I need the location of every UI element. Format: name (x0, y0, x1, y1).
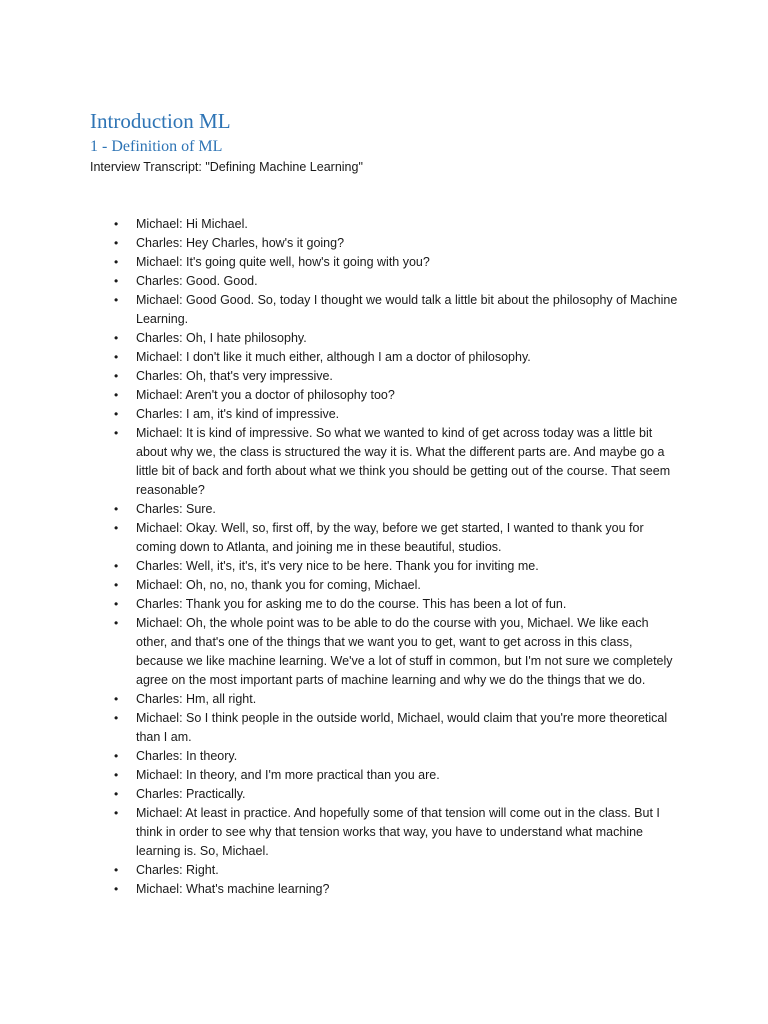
bullet-icon: • (114, 882, 119, 896)
document-title: Introduction ML (90, 109, 231, 133)
list-item (114, 405, 678, 424)
list-item-text: Charles: Hm, all right. (136, 692, 257, 706)
list-item-text: Charles: Well, it's, it's, it's very nice to be here. Thank you for inviting me. (136, 559, 539, 573)
list-item (114, 291, 678, 329)
bullet-icon: • (114, 559, 119, 573)
transcript-caption: Interview Transcript: "Defining Machine Learning" (90, 160, 363, 174)
list-item-text: Charles: Oh, that's very impressive. (136, 369, 333, 383)
bullet-icon: • (114, 787, 119, 801)
list-item (114, 348, 678, 367)
list-item (114, 557, 678, 576)
bullet-icon: • (114, 236, 119, 250)
bullet-icon: • (114, 863, 119, 877)
list-item (114, 329, 678, 348)
list-item (114, 272, 678, 291)
list-item-text: Charles: Oh, I hate philosophy. (136, 331, 307, 345)
bullet-icon: • (114, 521, 119, 535)
bullet-icon: • (114, 806, 119, 820)
bullet-icon: • (114, 711, 119, 725)
list-item (114, 424, 678, 500)
bullet-icon: • (114, 597, 119, 611)
list-item (114, 519, 678, 557)
list-item-text: Charles: Practically. (136, 787, 246, 801)
transcript-list (114, 215, 678, 899)
bullet-icon: • (114, 426, 119, 440)
list-item (114, 367, 678, 386)
list-item-text: Michael: Oh, no, no, thank you for coming, Michael. (136, 578, 421, 592)
bullet-icon: • (114, 502, 119, 516)
bullet-icon: • (114, 331, 119, 345)
list-item (114, 595, 678, 614)
list-item-text: Charles: Sure. (136, 502, 216, 516)
bullet-icon: • (114, 578, 119, 592)
bullet-icon: • (114, 217, 119, 231)
list-item (114, 804, 678, 861)
list-item (114, 576, 678, 595)
bullet-icon: • (114, 388, 119, 402)
list-item (114, 500, 678, 519)
bullet-icon: • (114, 274, 119, 288)
list-item (114, 861, 678, 880)
list-item-text: Michael: In theory, and I'm more practical than you are. (136, 768, 440, 782)
list-item-text: Charles: I am, it's kind of impressive. (136, 407, 340, 421)
bullet-icon: • (114, 692, 119, 706)
list-item (114, 747, 678, 766)
list-item (114, 880, 678, 899)
list-item-text: Charles: Thank you for asking me to do the course. This has been a lot of fun. (136, 597, 567, 611)
list-item-text: Michael: Aren't you a doctor of philosophy too? (136, 388, 395, 402)
bullet-icon: • (114, 350, 119, 364)
bullet-icon: • (114, 407, 119, 421)
bullet-icon: • (114, 369, 119, 383)
list-item-text: Charles: In theory. (136, 749, 238, 763)
list-item-text: Michael: I don't like it much either, although I am a doctor of philosophy. (136, 350, 531, 364)
list-item-text: Michael: It's going quite well, how's it going with you? (136, 255, 430, 269)
bullet-icon: • (114, 749, 119, 763)
list-item-text: Michael: Oh, the whole point was to be able to do the course with you, Michael. We like each other, and that's one of the things that we want you to get, want to get across in this class, because we like machine learning. We've a lot of stuff in common, but I'm not sure we completely agree on the most important parts of machine learning and why we do the things that we do. (136, 616, 673, 687)
list-item-text: Charles: Good. Good. (136, 274, 258, 288)
list-item (114, 386, 678, 405)
list-item-text: Michael: So I think people in the outside world, Michael, would claim that you're more theoretical than I am. (136, 711, 668, 744)
bullet-icon: • (114, 768, 119, 782)
list-item (114, 614, 678, 690)
bullet-icon: • (114, 255, 119, 269)
list-item (114, 690, 678, 709)
list-item-text: Michael: What's machine learning? (136, 882, 330, 896)
section-heading: 1 - Definition of ML (90, 138, 223, 155)
list-item (114, 766, 678, 785)
list-item-text: Charles: Hey Charles, how's it going? (136, 236, 345, 250)
list-item (114, 709, 678, 747)
list-item-text: Michael: Okay. Well, so, first off, by the way, before we get started, I wanted to thank you for coming down to Atlanta, and joining me in these beautiful, studios. (136, 521, 644, 554)
list-item (114, 234, 678, 253)
bullet-icon: • (114, 293, 119, 307)
list-item-text: Charles: Right. (136, 863, 219, 877)
list-item-text: Michael: Hi Michael. (136, 217, 248, 231)
bullet-icon: • (114, 616, 119, 630)
list-item-text: Michael: At least in practice. And hopefully some of that tension will come out in the class. But I think in order to see why that tension works that way, you have to understand what machine learning is. So, Michael. (136, 806, 660, 858)
list-item (114, 253, 678, 272)
list-item-text: Michael: Good Good. So, today I thought we would talk a little bit about the philosophy of Machine Learning. (136, 293, 678, 326)
list-item-text: Michael: It is kind of impressive. So what we wanted to kind of get across today was a little bit about why we, the class is structured the way it is. What the different parts are. And maybe go a little bit of back and forth about what we think you should be getting out of the course. That seem reasonable? (136, 426, 671, 497)
list-item (114, 215, 678, 234)
list-item (114, 785, 678, 804)
